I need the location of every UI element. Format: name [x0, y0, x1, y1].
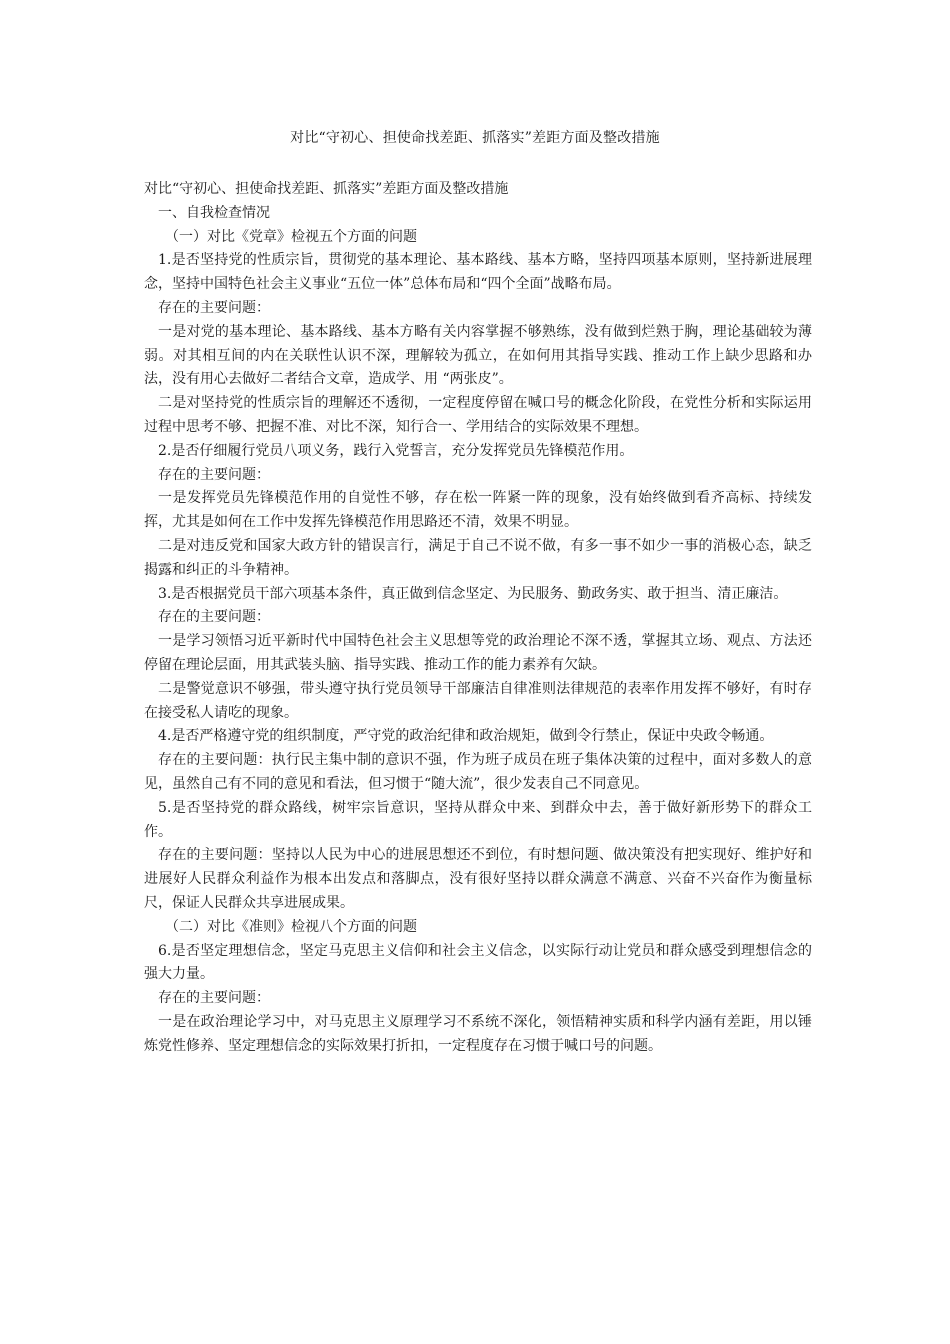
- paragraph: 对比“守初心、担使命找差距、抓落实”差距方面及整改措施: [144, 181, 509, 197]
- paragraph: 一是对党的基本理论、基本路线、基本方略有关内容掌握不够熟练，没有做到烂熟于胸，理论基础较为薄弱。对其相互间的内在关联性认识不深，理解较为孤立，在如何用其指导实践、推动工作上缺少思路和办法，没有用心去做好二者结合文章，造成学、用 “两张皮”。: [144, 323, 812, 388]
- paragraph: 存在的主要问题：: [158, 466, 270, 483]
- paragraph: 二是对坚持党的性质宗旨的理解还不透彻，一定程度停留在喊口号的概念化阶段，在党性分析和实际运用过程中思考不够、把握不准、对比不深，知行合一、学用结合的实际效果不理想。: [144, 395, 812, 435]
- paragraph: 二是警觉意识不够强，带头遵守执行党员领导干部廉洁自律准则法律规范的表率作用发挥不够好，有时存在接受私人请吃的现象。: [144, 680, 812, 721]
- paragraph: 一是在政治理论学习中，对马克思主义原理学习不系统不深化，领悟精神实质和科学内涵有差距，用以锤炼党性修养、坚定理想信念的实际效果打折扣，一定程度存在习惯于喊口号的问题。: [144, 1013, 812, 1054]
- paragraph: 2.是否仔细履行党员八项义务，践行入党誓言，充分发挥党员先锋模范作用。: [158, 442, 634, 459]
- document-title: 对比“守初心、担使命找差距、抓落实”差距方面及整改措施: [290, 130, 660, 146]
- section-heading: 一、自我检查情况: [158, 204, 270, 221]
- paragraph: 3.是否根据党员干部六项基本条件，真正做到信念坚定、为民服务、勤政务实、敢于担当、清正廉洁。: [158, 585, 788, 602]
- paragraph: 存在的主要问题：执行民主集中制的意识不强，作为班子成员在班子集体决策的过程中，面对多数人的意见，虽然自己有不同的意见和看法，但习惯于“随大流”，很少发表自己不同意见。: [144, 752, 812, 792]
- paragraph: 5.是否坚持党的群众路线，树牢宗旨意识，坚持从群众中来、到群众中去，善于做好新形势下的群众工作。: [144, 799, 812, 840]
- document-body: [144, 178, 812, 1058]
- paragraph: 1.是否坚持党的性质宗旨，贯彻党的基本理论、基本路线、基本方略，坚持四项基本原则，坚持新进展理念，坚持中国特色社会主义事业“五位一体”总体布局和“四个全面”战略布局。: [144, 252, 812, 293]
- paragraph: 存在的主要问题：坚持以人民为中心的进展思想还不到位，有时想问题、做决策没有把实现好、维护好和进展好人民群众利益作为根本出发点和落脚点，没有很好坚持以群众满意不满意、兴奋不兴奋作为衡量标尺，保证人民群众共享进展成果。: [144, 847, 812, 911]
- paragraph: 一是发挥党员先锋模范作用的自觉性不够，存在松一阵紧一阵的现象，没有始终做到看齐高标、持续发挥，尤其是如何在工作中发挥先锋模范作用思路还不清，效果不明显。: [144, 490, 812, 531]
- subsection-heading: （一）对比《党章》检视五个方面的问题: [165, 228, 417, 245]
- paragraph: 二是对违反党和国家大政方针的错误言行，满足于自己不说不做，有多一事不如少一事的消极心态，缺乏揭露和纠正的斗争精神。: [144, 537, 812, 578]
- paragraph: 存在的主要问题：: [158, 609, 270, 626]
- paragraph: 6.是否坚定理想信念，坚定马克思主义信仰和社会主义信念，以实际行动让党员和群众感受到理想信念的强大力量。: [144, 942, 812, 983]
- subsection-heading: （二）对比《准则》检视八个方面的问题: [165, 918, 417, 935]
- paragraph: 一是学习领悟习近平新时代中国特色社会主义思想等党的政治理论不深不透，掌握其立场、观点、方法还停留在理论层面，用其武装头脑、指导实践、推动工作的能力素养有欠缺。: [144, 633, 812, 673]
- paragraph: 存在的主要问题：: [158, 299, 270, 316]
- paragraph: 4.是否严格遵守党的组织制度，严守党的政治纪律和政治规矩，做到令行禁止，保证中央政令畅通。: [158, 728, 774, 745]
- paragraph: 存在的主要问题：: [158, 990, 270, 1007]
